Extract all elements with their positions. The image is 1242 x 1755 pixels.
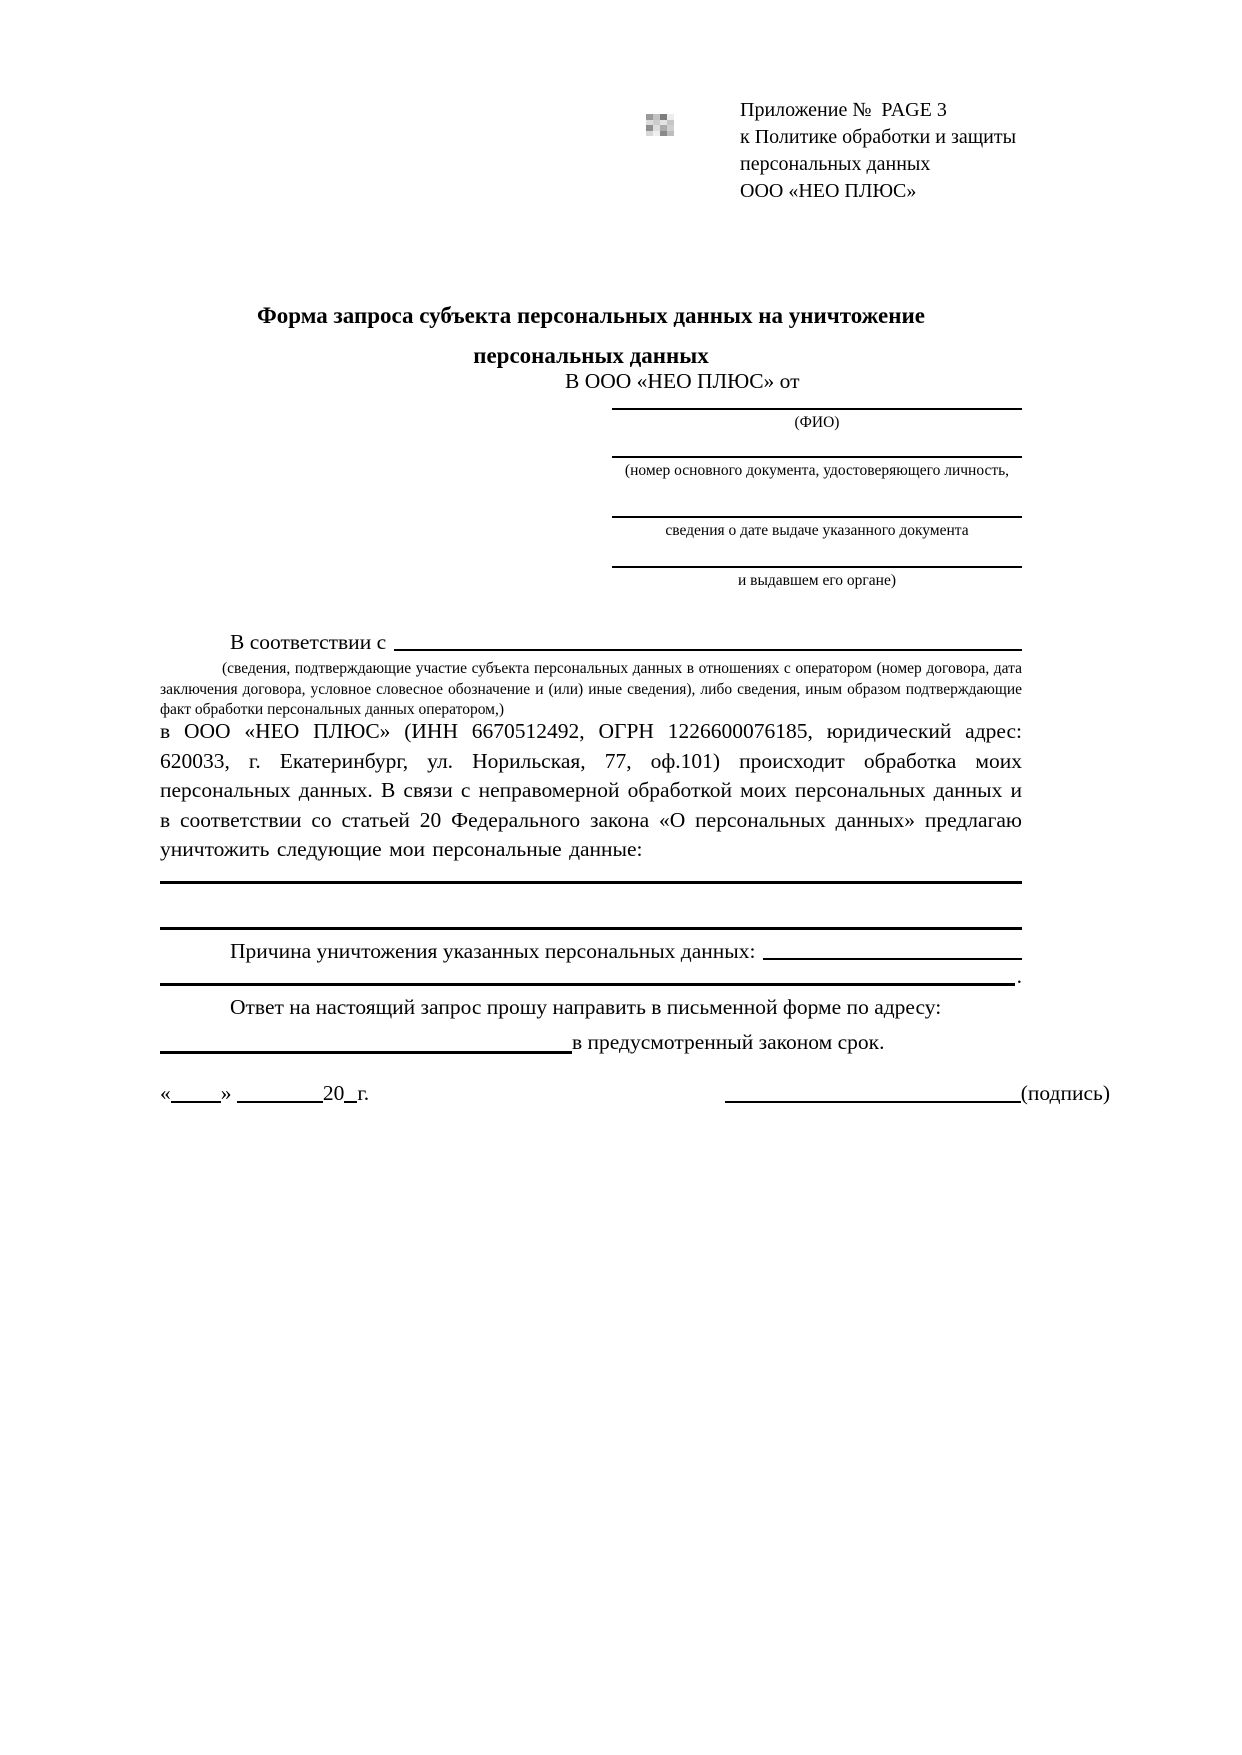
fio-blank-line — [612, 408, 1022, 410]
date-quote-open: « — [160, 1081, 171, 1105]
date-quote-close: » — [220, 1081, 232, 1105]
appendix-line: Приложение № PAGE 3 — [740, 99, 947, 121]
issue-date-blank-line — [612, 516, 1022, 518]
issuing-authority-blank-line — [612, 566, 1022, 568]
date-month-blank — [237, 1081, 323, 1103]
response-address-blank-line — [160, 1030, 572, 1054]
reason-line-period: . — [1016, 964, 1022, 988]
accordance-blank-line — [394, 630, 1022, 651]
date-year-suffix: г. — [357, 1081, 370, 1105]
reason-blank-line — [763, 939, 1022, 960]
date-signature-row — [160, 1081, 1110, 1106]
response-tail: в предусмотренный законом срок. — [572, 1030, 885, 1054]
accordance-label: В соответствии с — [230, 630, 387, 654]
appendix-block — [740, 97, 1016, 205]
accordance-footnote: (сведения, подтверждающие участие субъекта персональных данных в отношениях с оператором (номер договора, дата заключения договора, условное словесное обозначение и (или) иные сведения), либо сведения, иным образом подтверждающие факт обработки персональных данных оператором,) — [160, 660, 1022, 718]
date-group — [160, 1081, 369, 1106]
document-number-caption: (номер основного документа, удостоверяющего личность, — [624, 462, 1010, 479]
page-title-line-2: персональных данных — [473, 343, 709, 368]
addressee-line: В ООО «НЕО ПЛЮС» от — [565, 369, 800, 393]
signature-caption: (подпись) — [1020, 1081, 1110, 1105]
embedded-object-icon — [646, 114, 674, 136]
document-number-blank-line — [612, 456, 1022, 458]
fio-caption: (ФИО) — [794, 414, 840, 431]
date-year-blank — [344, 1081, 357, 1103]
appendix-line: ООО «НЕО ПЛЮС» — [740, 180, 917, 202]
page-title — [160, 296, 1022, 376]
signature-group — [725, 1081, 1110, 1106]
response-address-row — [160, 1030, 1022, 1057]
reason-blank-line-2 — [160, 962, 1015, 986]
signature-blank-line — [725, 1081, 1021, 1103]
appendix-line: персональных данных — [740, 153, 931, 175]
issuing-authority-caption: и выдавшем его органе) — [737, 572, 897, 589]
data-to-destroy-blank-line-1 — [160, 881, 1022, 884]
data-to-destroy-blank-line-2 — [160, 927, 1022, 930]
reason-row — [160, 939, 1022, 964]
reason-continuation-row — [160, 962, 1022, 989]
main-paragraph: в ООО «НЕО ПЛЮС» (ИНН 6670512492, ОГРН 1226600076185, юридический адрес: 620033, г. Екатеринбург, ул. Норильская, 77, оф.101) происходит обработка моих персональных данных. В связи с неправомерной обработкой моих персональных данных и в соответствии со статьей 20 Федерального закона «О персональных данных» предлагаю уничтожить следующие мои персональные данные: — [160, 719, 1022, 861]
page-title-line-1: Форма запроса субъекта персональных данных на уничтожение — [257, 303, 925, 328]
reason-label: Причина уничтожения указанных персональных данных: — [230, 939, 756, 963]
date-day-blank — [171, 1081, 221, 1103]
date-year-prefix: 20 — [322, 1081, 345, 1105]
response-sentence: Ответ на настоящий запрос прошу направить в письменной форме по адресу: — [230, 995, 942, 1019]
accordance-row — [160, 630, 1022, 655]
issue-date-caption: сведения о дате выдаче указанного документа — [665, 522, 969, 539]
appendix-line: к Политике обработки и защиты — [740, 126, 1017, 148]
